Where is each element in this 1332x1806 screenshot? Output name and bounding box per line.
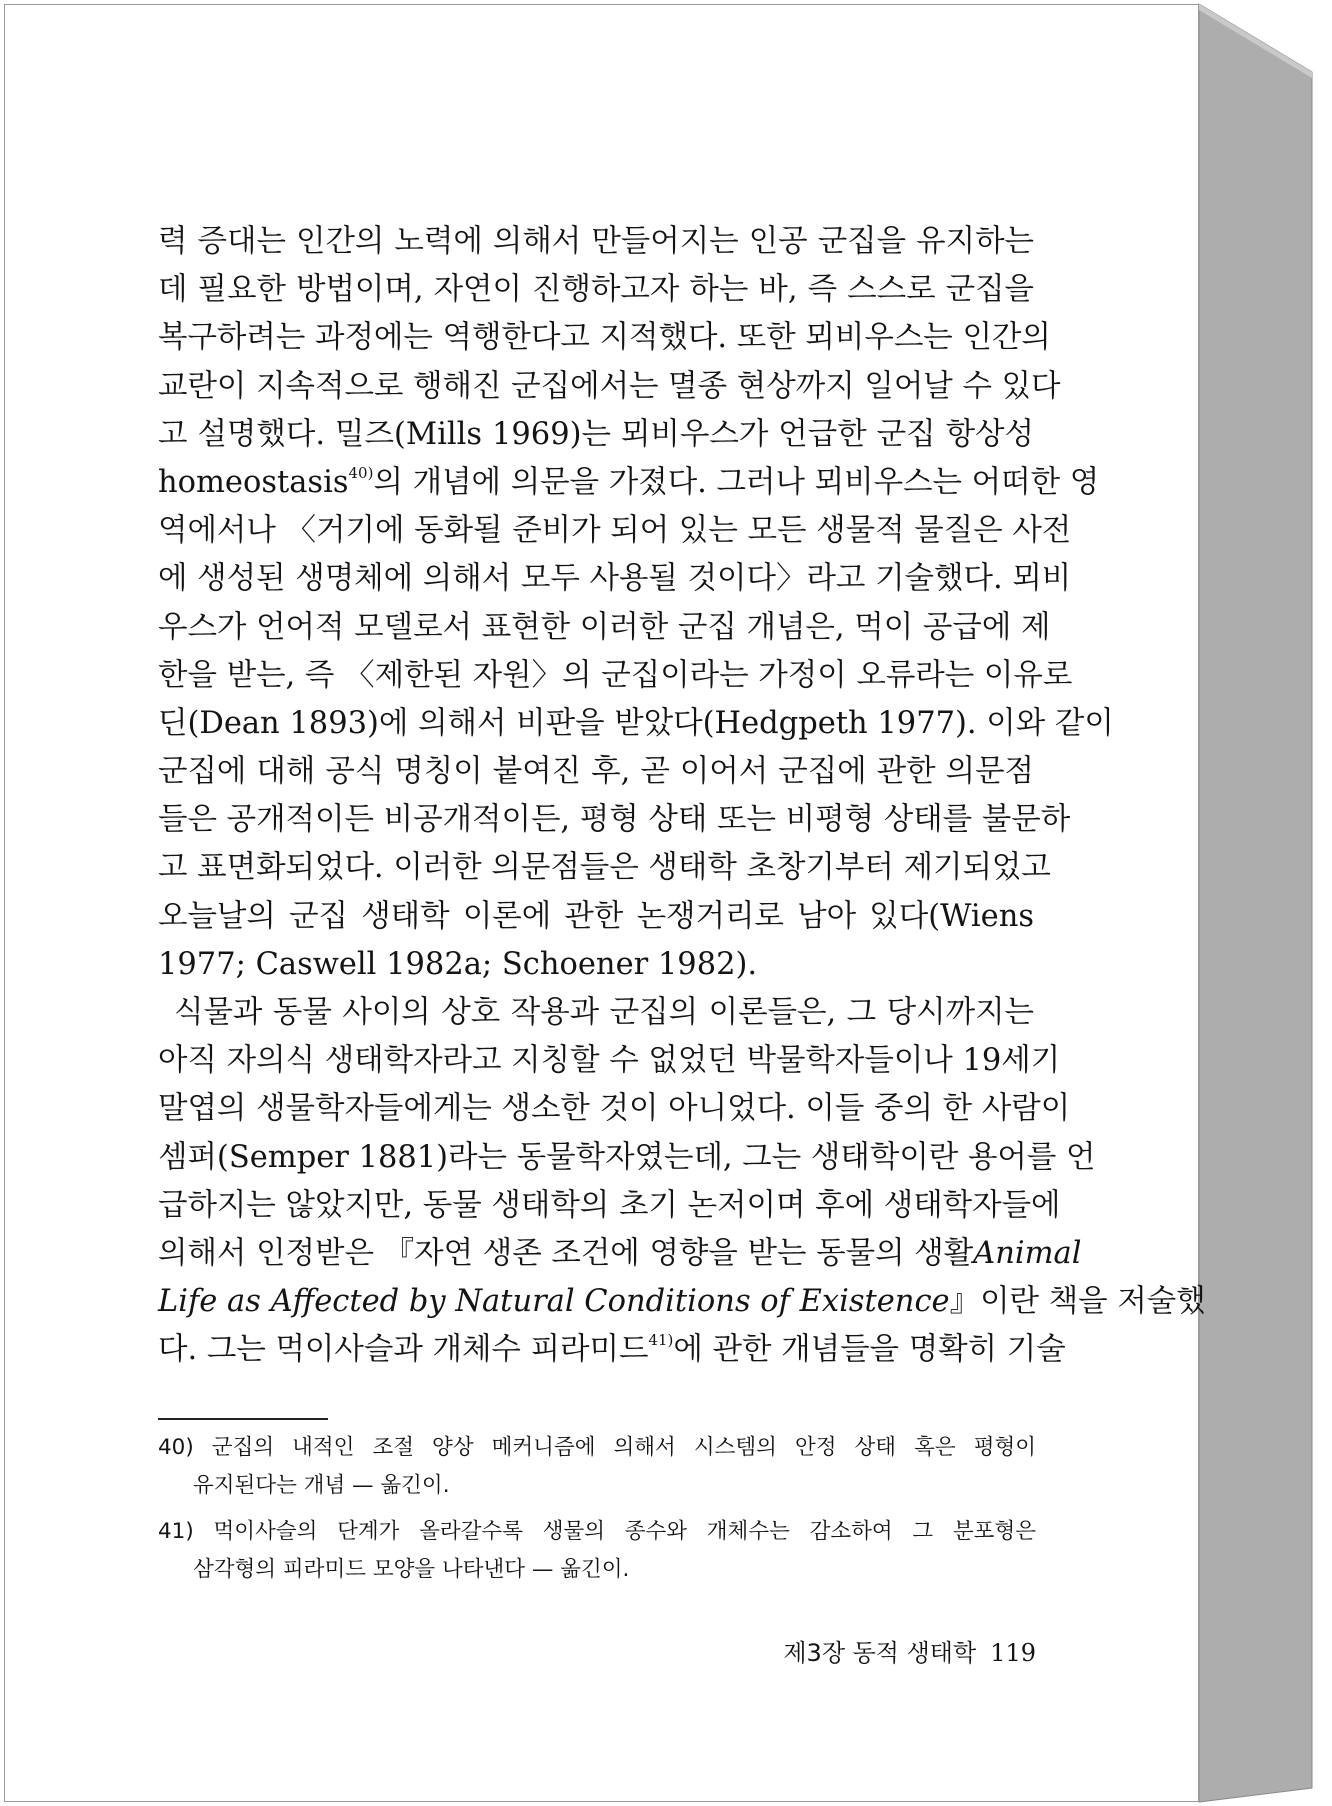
running-footer [705,1633,1036,1668]
book-page [4,4,1206,1802]
text-line: 오늘날의 군집 생태학 이론에 관한 논쟁거리로 남아 있다(Wiens [158,898,1034,934]
footnote-41-cont: 삼각형의 피라미드 모양을 나타낸다 — 옮긴이. [193,1557,630,1582]
text-line: 력 증대는 인간의 노력에 의해서 만들어지는 인공 군집을 유지하는 [158,224,1034,259]
book-title-english: Animal [973,1235,1082,1271]
text-line: 고 설명했다. 밀즈(Mills 1969)는 뫼비우스가 언급한 군집 항상성 [158,416,1034,452]
text-line: 교란이 지속적으로 행해진 군집에서는 멸종 현상까지 일어날 수 있다 [158,368,1061,404]
footnotes [158,1429,1036,1589]
text-segment: 의해서 인정받은 『자연 생존 조건에 영향을 받는 동물의 생활 [158,1235,974,1271]
text-segment: 다. 그는 먹이사슬과 개체수 피라미드 [158,1332,649,1368]
text-segment: 의 개념에 의문을 가졌다. 그러나 뫼비우스는 어떠한 영 [373,464,1100,500]
text-line: 고 표면화되었다. 이러한 의문점들은 생태학 초창기부터 제기되었고 [158,850,1051,886]
text-line: 셈퍼(Semper 1881)라는 동물학자였는데, 그는 생태학이란 용어를 언 [158,1139,1096,1175]
footnote-40-cont: 유지된다는 개념 — 옮긴이. [193,1473,450,1498]
footnote-41 [158,1513,1036,1551]
footnote-ref-40: 40) [348,463,374,482]
footnote-text: 군집의 내적인 조절 양상 메커니즘에 의해서 시스템의 안정 상태 혹은 평형이 [211,1435,1036,1460]
footnote-ref-41: 41) [648,1331,674,1350]
book-title-english-cont: Life as Affected by Natural Conditions of Existence [158,1284,950,1320]
footnote-40 [158,1429,1036,1467]
text-line: 딘(Dean 1893)에 의해서 비판을 받았다(Hedgpeth 1977). 이와 같이 [158,705,1114,741]
page-number: 119 [990,1639,1036,1667]
text-line: 1977; Caswell 1982a; Schoener 1982). [158,946,758,982]
footnote-divider [158,1418,328,1420]
text-line [158,459,1100,507]
text-line: 복구하려는 과정에는 역행한다고 지적했다. 또한 뫼비우스는 인간의 [158,320,1051,356]
text-line: 군집에 대해 공식 명칭이 붙여진 후, 곧 이어서 군집에 관한 의문점 [158,754,1034,790]
text-line: 에 생성된 생명체에 의해서 모두 사용될 것이다〉라고 기술했다. 뫼비 [158,561,1072,597]
text-line: 우스가 언어적 모델로서 표현한 이러한 군집 개념은, 먹이 공급에 제 [158,609,1051,645]
footnote-number: 41) [158,1519,194,1544]
body-text [158,218,1206,1375]
text-line [158,1326,1066,1374]
text-line: 말엽의 생물학자들에게는 생소한 것이 아니었다. 이들 중의 한 사람이 [158,1091,1071,1127]
text-line: 급하지는 않았지만, 동물 생태학의 초기 논저이며 후에 생태학자들에 [158,1187,1061,1223]
text-line [158,1278,1206,1326]
chapter-title: 제3장 동적 생태학 [783,1639,977,1667]
text-line: 한을 받는, 즉 〈제한된 자원〉의 군집이라는 가정이 오류라는 이유로 [158,657,1073,693]
text-line: 데 필요한 방법이며, 자연이 진행하고자 하는 바, 즉 스스로 군집을 [158,272,1034,308]
text-segment: 에 관한 개념들을 명확히 기술 [673,1332,1066,1368]
text-line: 들은 공개적이든 비공개적이든, 평형 상태 또는 비평형 상태를 불문하 [158,802,1071,838]
footnote-text: 먹이사슬의 단계가 올라갈수록 생물의 종수와 개체수는 감소하여 그 분포형은 [213,1519,1036,1544]
term-homeostasis: homeostasis [158,464,349,500]
footnote-number: 40) [158,1435,194,1460]
text-segment: 』이란 책을 저술했 [949,1284,1206,1320]
text-line: 아직 자의식 생태학자라고 지칭할 수 없었던 박물학자들이나 19세기 [158,1043,1061,1079]
text-line [158,1230,1082,1278]
text-line: 역에서나 〈거기에 동화될 준비가 되어 있는 모든 생물적 물질은 사전 [158,513,1072,549]
paragraph-first-line: 식물과 동물 사이의 상호 작용과 군집의 이론들은, 그 당시까지는 [174,995,1034,1030]
